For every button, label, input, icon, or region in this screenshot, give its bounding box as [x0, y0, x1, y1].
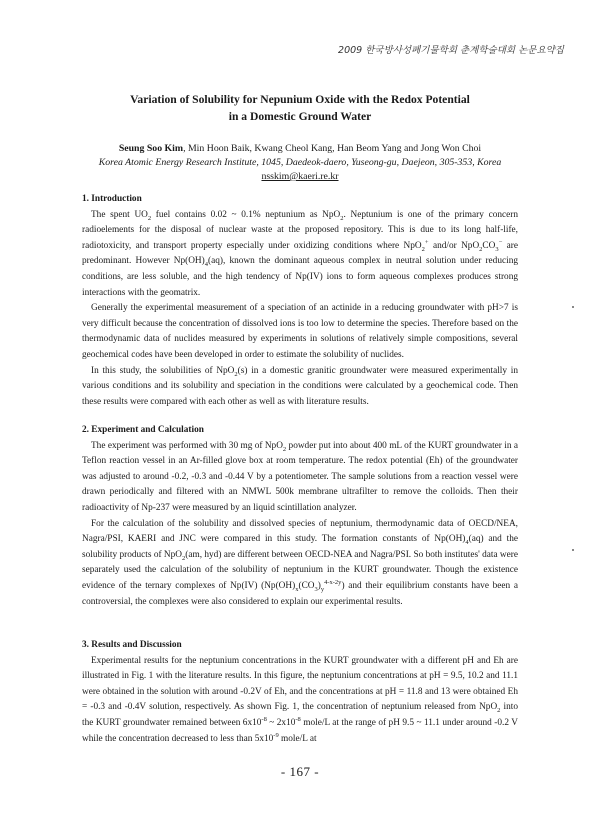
conference-header: 2009 한국방사성폐기물학회 춘계학술대회 논문요약집	[338, 45, 564, 56]
section-heading: 2. Experiment and Calculation	[82, 425, 204, 435]
section-heading: 3. Results and Discussion	[82, 640, 182, 650]
section-results	[82, 638, 518, 747]
scan-speck	[572, 306, 574, 308]
section-introduction	[82, 192, 518, 410]
co-authors: , Min Hoon Baik, Kwang Cheol Kang, Han Beom Yang and Jong Won Choi	[183, 143, 482, 154]
author-names	[0, 142, 600, 156]
section-experiment	[82, 423, 518, 610]
author-block	[0, 142, 600, 184]
paper-title	[0, 91, 600, 125]
paragraph: For the calculation of the solubility and dissolved species of neptunium, thermodynamic data of OECD/NEA, Nagra/PSI, KAERI and JNC were compared in this study. The formation constants of $Np(OH)_4(aq)$ and the solubility products of NpO$_2$(am, hyd) are different between OECD-NEA and Nagra/PSI. So both institutes' data were separately used the calculation of the solubility of neptunium in the KURT groundwater. Though the existence evidence of the ternary complexes of Np(IV) $(Np(OH)_x(CO_3)_y^{4-x-2y})$ and their equilibrium constants have been a controversial, the complexes were also considered to explain our experimental results.	[82, 518, 518, 607]
scan-speck	[572, 549, 574, 551]
paragraph: The experiment was performed with 30 mg of NpO$_2$ powder put into about 400 mL of the KURT groundwater in a Teflon reaction vessel in an Ar-filled glove box at room temperature. The redox potential (Eh) of the groundwater was adjusted to around -0.2, -0.3 and -0.44 V by a potentiometer. The sample solutions from a reaction vessel were drawn periodically and filtered with an NMWL 500k membrane ultrafilter to remove the colloids. Then their radioactivity of Np-237 were measured by an liquid scintillation analyzer.	[82, 440, 518, 513]
lead-author: Seung Soo Kim	[118, 143, 184, 154]
paragraph: Generally the experimental measurement of a speciation of an actinide in a reducing groundwater with pH>7 is very difficult because the concentration of dissolved ions is too low to determine the species. Therefore based on the thermodynamic data of nuclides measured by experiments in solutions of relatively simple compositions, several geochemical codes have been developed in order to estimate the solubility of nuclides.	[82, 303, 518, 360]
paragraph: The spent $UO_2$ fuel contains 0.02 ~ 0.1% neptunium as NpO$_2$. Neptunium is one of the primary concern radioelements for the disposal of nuclear waste at the proposed repository. This is due to its long half-life, radiotoxicity, and transport property especially under oxidizing conditions where NpO$_2$+ and/or $NpO_2CO_3^-$ are predominant. However $Np(OH)_4(aq)$, known the dominant aqueous complex in neutral solution under reducing conditions, are less soluble, and the high tendency of Np(IV) ions to form aqueous complexes produces strong interactions with the geomatrix.	[82, 209, 519, 298]
paragraph: Experimental results for the neptunium concentrations in the KURT groundwater with a different pH and Eh are illustrated in Fig. 1 with the literature results. In this figure, the neptunium concentrations at pH = 9.5, 10.2 and 11.1 were obtained in the solution with around -0.2V of Eh, and the concentrations at pH = 11.8 and 13 were obtained Eh = -0.3 and -0.4V solution, respectively. As shown Fig. 1, the concentration of neptunium released from NpO$_2$ into the KURT groundwater remained between $6x10^{-8}$ ~ $2x10^{-8}$ mole/L at the range of pH 9.5 ~ 11.1 under around -0.2 V while the concentration decreased to less than $5x10^{-9}$ mole/L at	[82, 655, 518, 744]
title-line-2: in a Domestic Ground Water	[228, 110, 372, 123]
paragraph: In this study, the solubilities of NpO$_2$(s) in a domestic granitic groundwater were measured experimentally in various conditions and its solubility and speciation in the conditions were calculated by a geochemical code. Then these results were compared with each other as well as with literature results.	[82, 365, 518, 407]
title-line-1: Variation of Solubility for Nepunium Oxide with the Redox Potential	[130, 93, 470, 106]
author-email[interactable]: nsskim@kaeri.re.kr	[261, 171, 339, 182]
page-number: - 167 -	[280, 764, 320, 779]
affiliation: Korea Atomic Energy Research Institute, 1045, Daedeok-daero, Yuseong-gu, Daejeon, 305-353, Korea	[98, 157, 502, 168]
section-heading: 1. Introduction	[82, 194, 142, 204]
